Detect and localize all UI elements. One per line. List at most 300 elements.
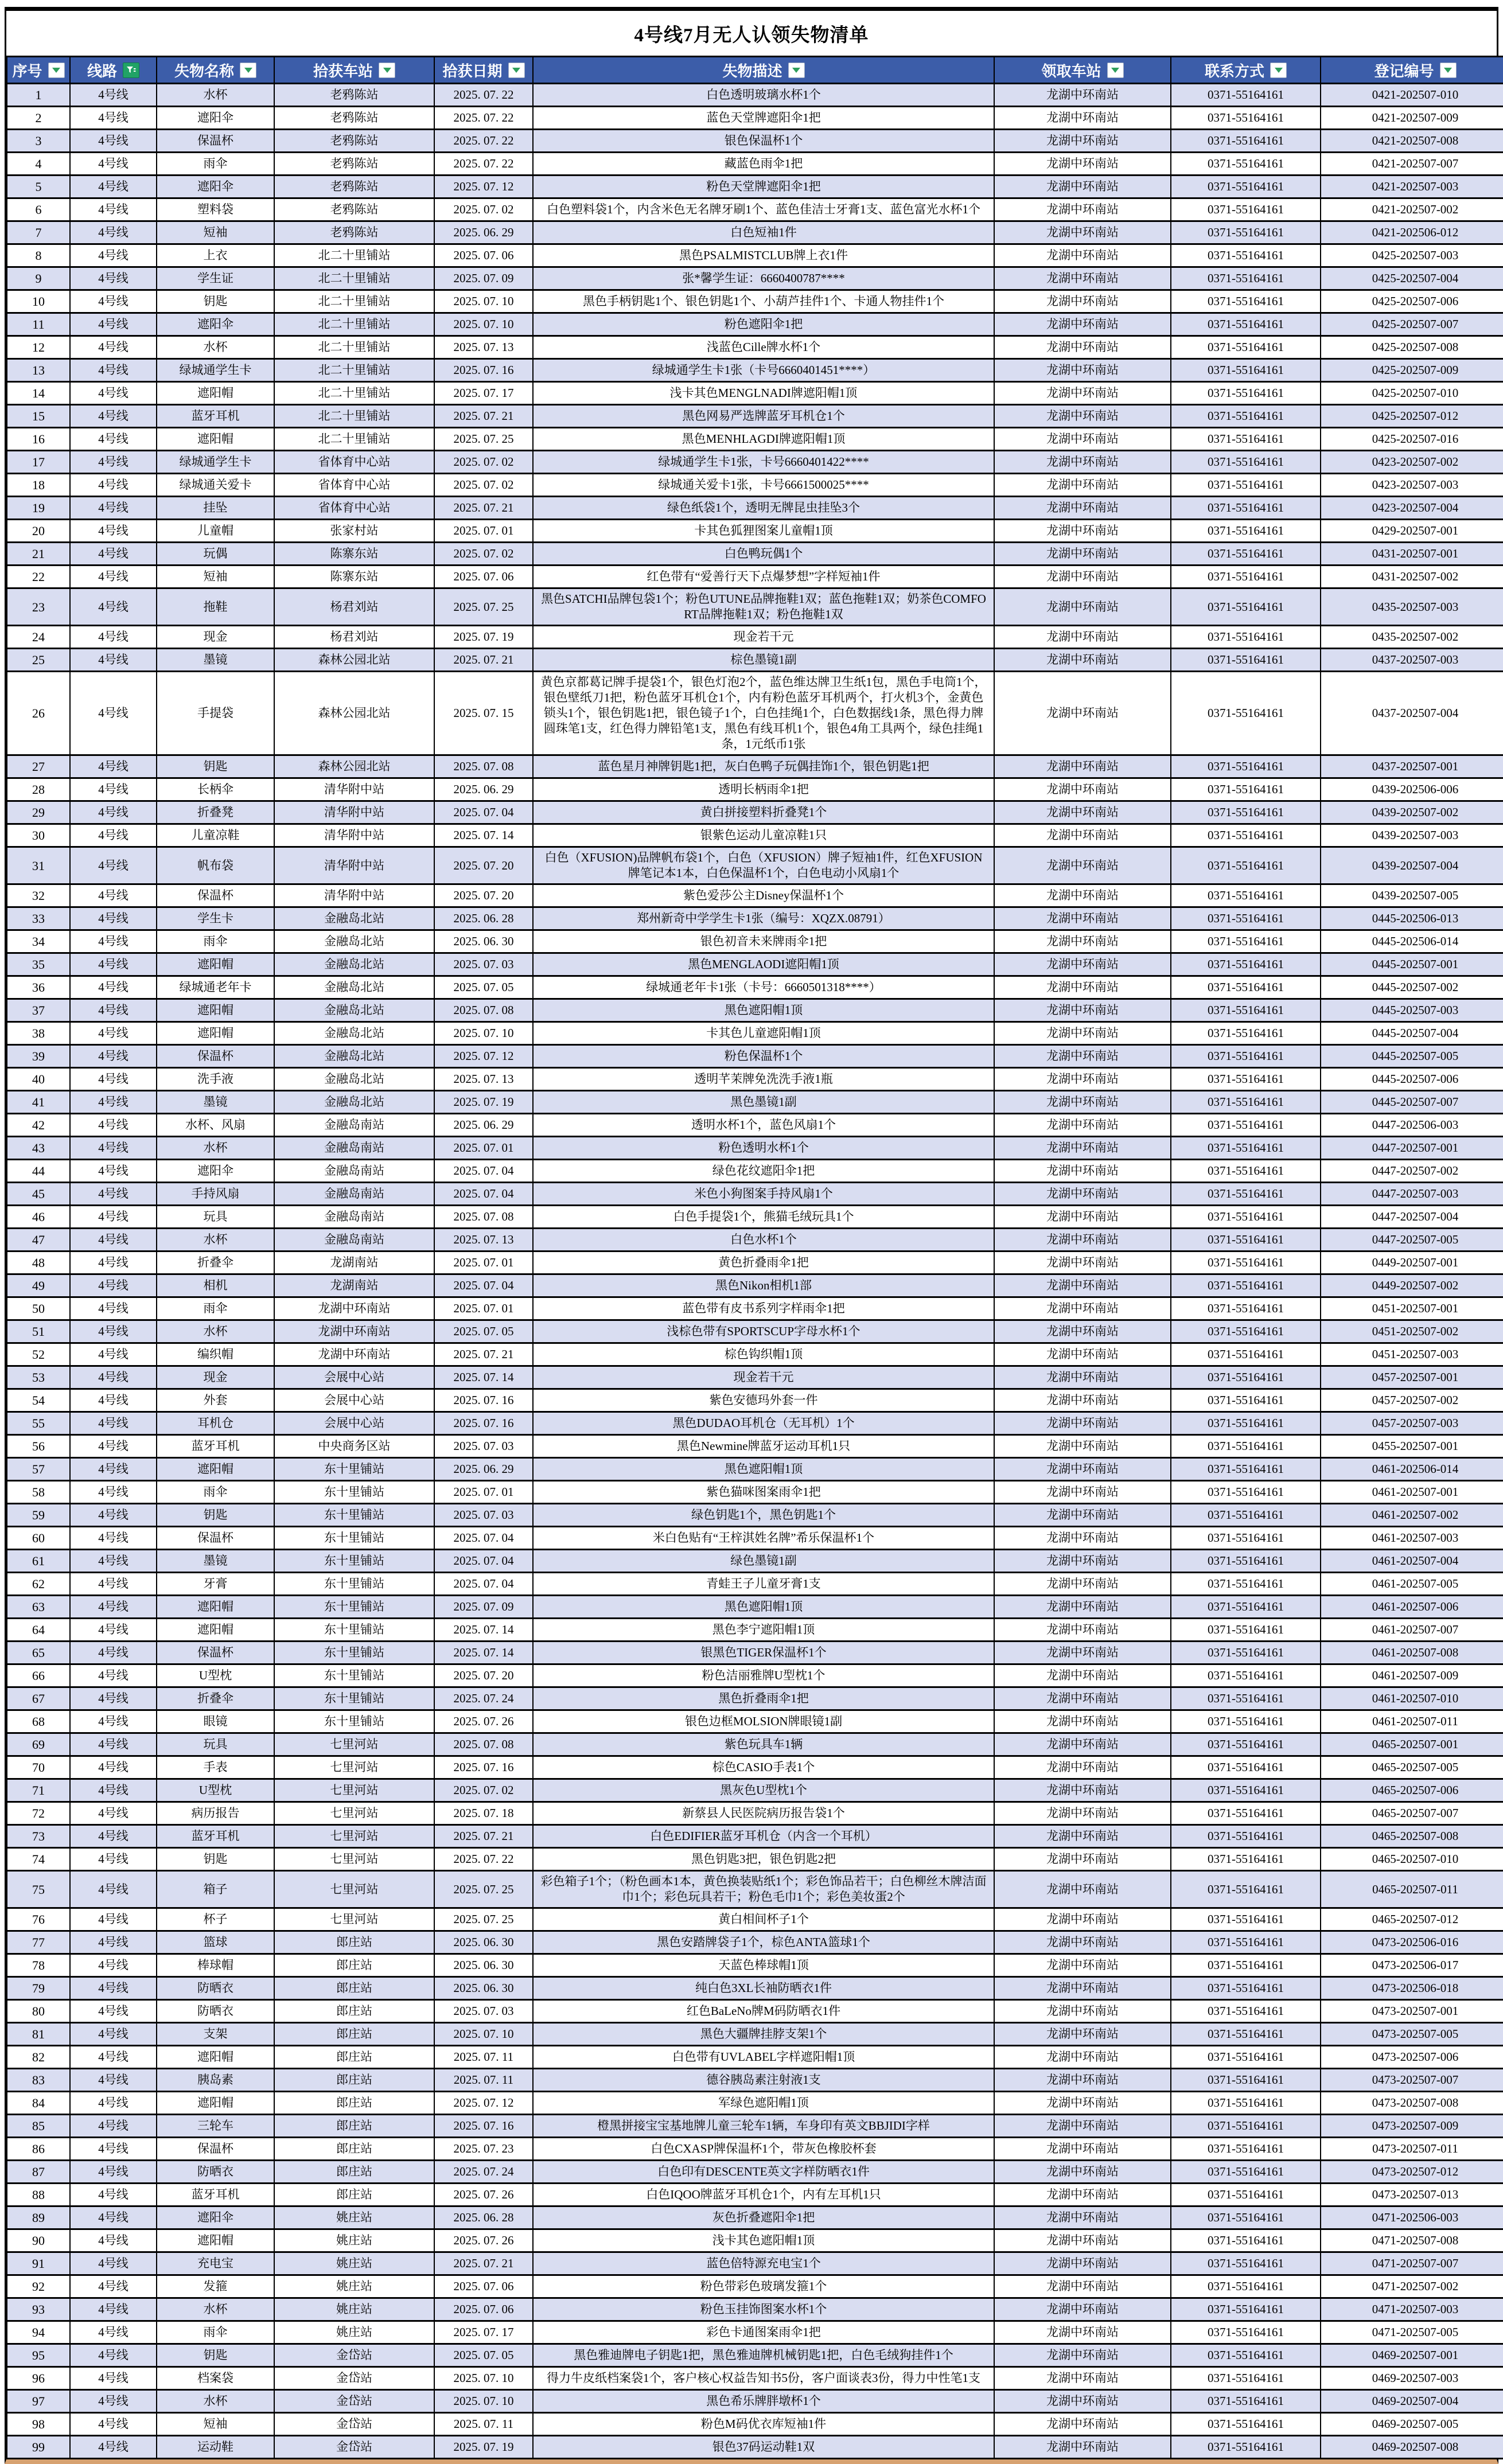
cell-reg-number[interactable]: 0423-202507-002 <box>1321 451 1503 474</box>
cell-contact[interactable]: 0371-55164161 <box>1171 1642 1321 1664</box>
cell-description[interactable]: 粉色遮阳伞1把 <box>533 313 994 336</box>
cell-pickup-station[interactable]: 北二十里铺站 <box>274 336 434 359</box>
cell-pickup-date[interactable]: 2025. 07. 22 <box>434 1848 533 1871</box>
cell-reg-number[interactable]: 0473-202507-013 <box>1321 2184 1503 2206</box>
cell-claim-station[interactable]: 龙湖中环南站 <box>994 428 1171 451</box>
cell-description[interactable]: 绿城通学生卡1张，卡号6660401422**** <box>533 451 994 474</box>
cell-pickup-station[interactable]: 北二十里铺站 <box>274 267 434 290</box>
cell-description[interactable]: 蓝色倍特源充电宝1个 <box>533 2252 994 2275</box>
cell-serial[interactable]: 92 <box>7 2275 70 2298</box>
cell-pickup-station[interactable]: 杨君刘站 <box>274 588 434 626</box>
cell-contact[interactable]: 0371-55164161 <box>1171 953 1321 976</box>
cell-item-name[interactable]: 发箍 <box>157 2275 274 2298</box>
cell-description[interactable]: 黑色网易严选牌蓝牙耳机仓1个 <box>533 405 994 428</box>
cell-item-name[interactable]: 蓝牙耳机 <box>157 2184 274 2206</box>
cell-contact[interactable]: 0371-55164161 <box>1171 755 1321 778</box>
cell-contact[interactable]: 0371-55164161 <box>1171 1137 1321 1160</box>
cell-pickup-station[interactable]: 北二十里铺站 <box>274 382 434 405</box>
cell-serial[interactable]: 47 <box>7 1229 70 1252</box>
cell-claim-station[interactable]: 龙湖中环南站 <box>994 1954 1171 1977</box>
cell-contact[interactable]: 0371-55164161 <box>1171 1756 1321 1779</box>
cell-contact[interactable]: 0371-55164161 <box>1171 2298 1321 2321</box>
cell-pickup-date[interactable]: 2025. 07. 01 <box>434 1481 533 1504</box>
cell-item-name[interactable]: 帆布袋 <box>157 847 274 884</box>
cell-contact[interactable]: 0371-55164161 <box>1171 2436 1321 2459</box>
cell-pickup-date[interactable]: 2025. 06. 28 <box>434 2206 533 2229</box>
cell-description[interactable]: 浅卡其色MENGLNADI牌遮阳帽1顶 <box>533 382 994 405</box>
cell-pickup-date[interactable]: 2025. 06. 30 <box>434 1977 533 2000</box>
cell-item-name[interactable]: 遮阳帽 <box>157 2092 274 2115</box>
cell-item-name[interactable]: 墨镜 <box>157 1550 274 1573</box>
cell-serial[interactable]: 63 <box>7 1596 70 1619</box>
cell-pickup-date[interactable]: 2025. 07. 16 <box>434 1412 533 1435</box>
cell-claim-station[interactable]: 龙湖中环南站 <box>994 1825 1171 1848</box>
cell-pickup-date[interactable]: 2025. 06. 30 <box>434 1931 533 1954</box>
cell-pickup-date[interactable]: 2025. 07. 08 <box>434 1206 533 1229</box>
cell-reg-number[interactable]: 0473-202507-009 <box>1321 2115 1503 2138</box>
cell-pickup-station[interactable]: 龙湖中环南站 <box>274 1297 434 1320</box>
cell-contact[interactable]: 0371-55164161 <box>1171 1619 1321 1642</box>
cell-item-name[interactable]: 洗手液 <box>157 1068 274 1091</box>
cell-contact[interactable]: 0371-55164161 <box>1171 497 1321 520</box>
cell-pickup-station[interactable]: 老鸦陈站 <box>274 176 434 198</box>
cell-serial[interactable]: 22 <box>7 566 70 588</box>
cell-claim-station[interactable]: 龙湖中环南站 <box>994 1320 1171 1343</box>
cell-item-name[interactable]: 遮阳帽 <box>157 1458 274 1481</box>
cell-serial[interactable]: 77 <box>7 1931 70 1954</box>
cell-claim-station[interactable]: 龙湖中环南站 <box>994 1435 1171 1458</box>
cell-serial[interactable]: 90 <box>7 2229 70 2252</box>
cell-claim-station[interactable]: 龙湖中环南站 <box>994 290 1171 313</box>
cell-claim-station[interactable]: 龙湖中环南站 <box>994 405 1171 428</box>
cell-claim-station[interactable]: 龙湖中环南站 <box>994 1412 1171 1435</box>
cell-claim-station[interactable]: 龙湖中环南站 <box>994 847 1171 884</box>
cell-pickup-station[interactable]: 郎庄站 <box>274 2046 434 2069</box>
cell-reg-number[interactable]: 0429-202507-001 <box>1321 520 1503 543</box>
cell-serial[interactable]: 71 <box>7 1779 70 1802</box>
cell-pickup-date[interactable]: 2025. 07. 03 <box>434 2000 533 2023</box>
cell-description[interactable]: 白色CXASP牌保温杯1个，带灰色橡胶杯套 <box>533 2138 994 2161</box>
cell-serial[interactable]: 17 <box>7 451 70 474</box>
cell-claim-station[interactable]: 龙湖中环南站 <box>994 1550 1171 1573</box>
cell-item-name[interactable]: 防晒衣 <box>157 1977 274 2000</box>
cell-pickup-date[interactable]: 2025. 07. 09 <box>434 267 533 290</box>
cell-reg-number[interactable]: 0469-202507-005 <box>1321 2413 1503 2436</box>
cell-contact[interactable]: 0371-55164161 <box>1171 382 1321 405</box>
cell-pickup-date[interactable]: 2025. 07. 03 <box>434 1504 533 1527</box>
cell-contact[interactable]: 0371-55164161 <box>1171 1848 1321 1871</box>
cell-reg-number[interactable]: 0465-202507-007 <box>1321 1802 1503 1825</box>
cell-claim-station[interactable]: 龙湖中环南站 <box>994 1642 1171 1664</box>
cell-pickup-station[interactable]: 金融岛北站 <box>274 930 434 953</box>
cell-pickup-date[interactable]: 2025. 06. 30 <box>434 930 533 953</box>
cell-line[interactable]: 4号线 <box>70 382 157 405</box>
cell-description[interactable]: 白色鸭玩偶1个 <box>533 543 994 566</box>
cell-claim-station[interactable]: 龙湖中环南站 <box>994 1343 1171 1366</box>
cell-reg-number[interactable]: 0425-202507-010 <box>1321 382 1503 405</box>
cell-pickup-date[interactable]: 2025. 07. 04 <box>434 1160 533 1183</box>
cell-claim-station[interactable]: 龙湖中环南站 <box>994 359 1171 382</box>
cell-serial[interactable]: 96 <box>7 2367 70 2390</box>
cell-item-name[interactable]: 眼镜 <box>157 1710 274 1733</box>
cell-contact[interactable]: 0371-55164161 <box>1171 2275 1321 2298</box>
cell-line[interactable]: 4号线 <box>70 1908 157 1931</box>
cell-claim-station[interactable]: 龙湖中环南站 <box>994 2184 1171 2206</box>
cell-contact[interactable]: 0371-55164161 <box>1171 1045 1321 1068</box>
cell-reg-number[interactable]: 0421-202507-003 <box>1321 176 1503 198</box>
cell-item-name[interactable]: 水杯 <box>157 2298 274 2321</box>
cell-line[interactable]: 4号线 <box>70 1596 157 1619</box>
cell-pickup-date[interactable]: 2025. 07. 13 <box>434 1229 533 1252</box>
cell-pickup-station[interactable]: 省体育中心站 <box>274 497 434 520</box>
cell-pickup-date[interactable]: 2025. 07. 05 <box>434 1320 533 1343</box>
cell-line[interactable]: 4号线 <box>70 1343 157 1366</box>
cell-line[interactable]: 4号线 <box>70 1389 157 1412</box>
cell-serial[interactable]: 21 <box>7 543 70 566</box>
cell-item-name[interactable]: 手持风扇 <box>157 1183 274 1206</box>
cell-claim-station[interactable]: 龙湖中环南站 <box>994 2436 1171 2459</box>
cell-pickup-station[interactable]: 七里河站 <box>274 1825 434 1848</box>
cell-line[interactable]: 4号线 <box>70 1412 157 1435</box>
cell-line[interactable]: 4号线 <box>70 847 157 884</box>
cell-claim-station[interactable]: 龙湖中环南站 <box>994 588 1171 626</box>
cell-item-name[interactable]: 遮阳帽 <box>157 1596 274 1619</box>
cell-contact[interactable]: 0371-55164161 <box>1171 1160 1321 1183</box>
cell-reg-number[interactable]: 0445-202507-001 <box>1321 953 1503 976</box>
cell-item-name[interactable]: 遮阳帽 <box>157 428 274 451</box>
cell-serial[interactable]: 14 <box>7 382 70 405</box>
cell-pickup-date[interactable]: 2025. 07. 08 <box>434 1733 533 1756</box>
cell-pickup-station[interactable]: 金融岛南站 <box>274 1183 434 1206</box>
cell-pickup-date[interactable]: 2025. 07. 21 <box>434 649 533 672</box>
cell-description[interactable]: 红色BaLeNo牌M码防晒衣1件 <box>533 2000 994 2023</box>
cell-contact[interactable]: 0371-55164161 <box>1171 1412 1321 1435</box>
cell-serial[interactable]: 45 <box>7 1183 70 1206</box>
cell-line[interactable]: 4号线 <box>70 198 157 221</box>
cell-claim-station[interactable]: 龙湖中环南站 <box>994 672 1171 755</box>
cell-claim-station[interactable]: 龙湖中环南站 <box>994 1664 1171 1687</box>
cell-line[interactable]: 4号线 <box>70 999 157 1022</box>
cell-contact[interactable]: 0371-55164161 <box>1171 778 1321 801</box>
cell-line[interactable]: 4号线 <box>70 755 157 778</box>
cell-pickup-station[interactable]: 东十里铺站 <box>274 1481 434 1504</box>
cell-pickup-date[interactable]: 2025. 07. 14 <box>434 1366 533 1389</box>
cell-pickup-station[interactable]: 金岱站 <box>274 2367 434 2390</box>
cell-reg-number[interactable]: 0451-202507-002 <box>1321 1320 1503 1343</box>
cell-claim-station[interactable]: 龙湖中环南站 <box>994 824 1171 847</box>
cell-contact[interactable]: 0371-55164161 <box>1171 930 1321 953</box>
cell-serial[interactable]: 69 <box>7 1733 70 1756</box>
cell-pickup-date[interactable]: 2025. 07. 13 <box>434 336 533 359</box>
cell-item-name[interactable]: 钥匙 <box>157 755 274 778</box>
cell-line[interactable]: 4号线 <box>70 1871 157 1908</box>
cell-item-name[interactable]: 短袖 <box>157 566 274 588</box>
cell-serial[interactable]: 54 <box>7 1389 70 1412</box>
cell-line[interactable]: 4号线 <box>70 2229 157 2252</box>
cell-pickup-station[interactable]: 老鸦陈站 <box>274 107 434 130</box>
cell-serial[interactable]: 38 <box>7 1022 70 1045</box>
cell-pickup-date[interactable]: 2025. 07. 02 <box>434 1779 533 1802</box>
cell-description[interactable]: 绿城通老年卡1张（卡号：6660501318****） <box>533 976 994 999</box>
cell-reg-number[interactable]: 0439-202507-005 <box>1321 884 1503 907</box>
cell-contact[interactable]: 0371-55164161 <box>1171 1435 1321 1458</box>
cell-item-name[interactable]: 绿城通关爱卡 <box>157 474 274 497</box>
cell-description[interactable]: 黑色大疆牌挂脖支架1个 <box>533 2023 994 2046</box>
cell-claim-station[interactable]: 龙湖中环南站 <box>994 1733 1171 1756</box>
cell-pickup-station[interactable]: 北二十里铺站 <box>274 405 434 428</box>
cell-pickup-station[interactable]: 东十里铺站 <box>274 1664 434 1687</box>
filter-dropdown-icon[interactable] <box>1440 63 1457 78</box>
cell-item-name[interactable]: 遮阳帽 <box>157 382 274 405</box>
cell-pickup-date[interactable]: 2025. 07. 19 <box>434 1091 533 1114</box>
cell-pickup-station[interactable]: 龙湖中环南站 <box>274 1320 434 1343</box>
cell-item-name[interactable]: 短袖 <box>157 221 274 244</box>
cell-pickup-station[interactable]: 东十里铺站 <box>274 1619 434 1642</box>
cell-pickup-date[interactable]: 2025. 07. 04 <box>434 1550 533 1573</box>
cell-pickup-date[interactable]: 2025. 07. 22 <box>434 107 533 130</box>
cell-description[interactable]: 彩色卡通图案雨伞1把 <box>533 2321 994 2344</box>
cell-pickup-station[interactable]: 老鸦陈站 <box>274 130 434 153</box>
cell-line[interactable]: 4号线 <box>70 884 157 907</box>
cell-pickup-station[interactable]: 姚庄站 <box>274 2298 434 2321</box>
cell-pickup-station[interactable]: 北二十里铺站 <box>274 359 434 382</box>
cell-line[interactable]: 4号线 <box>70 221 157 244</box>
cell-pickup-station[interactable]: 东十里铺站 <box>274 1504 434 1527</box>
cell-pickup-station[interactable]: 郎庄站 <box>274 2115 434 2138</box>
cell-contact[interactable]: 0371-55164161 <box>1171 2023 1321 2046</box>
cell-reg-number[interactable]: 0431-202507-001 <box>1321 543 1503 566</box>
cell-description[interactable]: 蓝色带有皮书系列字样雨伞1把 <box>533 1297 994 1320</box>
cell-line[interactable]: 4号线 <box>70 313 157 336</box>
filter-dropdown-icon[interactable] <box>240 63 256 78</box>
cell-item-name[interactable]: 绿城通老年卡 <box>157 976 274 999</box>
cell-description[interactable]: 粉色透明水杯1个 <box>533 1137 994 1160</box>
cell-reg-number[interactable]: 0445-202507-007 <box>1321 1091 1503 1114</box>
cell-reg-number[interactable]: 0473-202506-016 <box>1321 1931 1503 1954</box>
cell-description[interactable]: 黑灰色U型枕1个 <box>533 1779 994 1802</box>
cell-item-name[interactable]: 水杯 <box>157 1137 274 1160</box>
cell-pickup-date[interactable]: 2025. 07. 04 <box>434 1183 533 1206</box>
cell-claim-station[interactable]: 龙湖中环南站 <box>994 1458 1171 1481</box>
cell-reg-number[interactable]: 0465-202507-006 <box>1321 1779 1503 1802</box>
cell-pickup-date[interactable]: 2025. 07. 10 <box>434 313 533 336</box>
cell-reg-number[interactable]: 0425-202507-012 <box>1321 405 1503 428</box>
cell-contact[interactable]: 0371-55164161 <box>1171 1504 1321 1527</box>
cell-description[interactable]: 透明芊茉牌免洗洗手液1瓶 <box>533 1068 994 1091</box>
cell-serial[interactable]: 55 <box>7 1412 70 1435</box>
cell-item-name[interactable]: 雨伞 <box>157 1297 274 1320</box>
cell-description[interactable]: 米白色贴有“王梓淇姓名牌”希乐保温杯1个 <box>533 1527 994 1550</box>
cell-pickup-station[interactable]: 金融岛北站 <box>274 1068 434 1091</box>
cell-contact[interactable]: 0371-55164161 <box>1171 2367 1321 2390</box>
cell-line[interactable]: 4号线 <box>70 649 157 672</box>
cell-serial[interactable]: 82 <box>7 2046 70 2069</box>
cell-description[interactable]: 浅棕色带有SPORTSCUP字母水杯1个 <box>533 1320 994 1343</box>
cell-pickup-date[interactable]: 2025. 07. 14 <box>434 1642 533 1664</box>
cell-line[interactable]: 4号线 <box>70 267 157 290</box>
cell-claim-station[interactable]: 龙湖中环南站 <box>994 2321 1171 2344</box>
cell-pickup-station[interactable]: 中央商务区站 <box>274 1435 434 1458</box>
cell-claim-station[interactable]: 龙湖中环南站 <box>994 497 1171 520</box>
cell-description[interactable]: 绿色纸袋1个，透明无牌昆虫挂坠3个 <box>533 497 994 520</box>
cell-pickup-station[interactable]: 张家村站 <box>274 520 434 543</box>
cell-line[interactable]: 4号线 <box>70 1137 157 1160</box>
cell-contact[interactable]: 0371-55164161 <box>1171 313 1321 336</box>
cell-claim-station[interactable]: 龙湖中环南站 <box>994 267 1171 290</box>
cell-item-name[interactable]: 拖鞋 <box>157 588 274 626</box>
cell-item-name[interactable]: 玩具 <box>157 1733 274 1756</box>
cell-contact[interactable]: 0371-55164161 <box>1171 907 1321 930</box>
cell-claim-station[interactable]: 龙湖中环南站 <box>994 1619 1171 1642</box>
cell-pickup-station[interactable]: 金融岛北站 <box>274 953 434 976</box>
cell-reg-number[interactable]: 0469-202507-001 <box>1321 2344 1503 2367</box>
cell-pickup-station[interactable]: 北二十里铺站 <box>274 428 434 451</box>
cell-description[interactable]: 银色边框MOLSION牌眼镜1副 <box>533 1710 994 1733</box>
cell-pickup-station[interactable]: 省体育中心站 <box>274 451 434 474</box>
cell-item-name[interactable]: 遮阳帽 <box>157 2046 274 2069</box>
cell-contact[interactable]: 0371-55164161 <box>1171 520 1321 543</box>
cell-claim-station[interactable]: 龙湖中环南站 <box>994 2069 1171 2092</box>
cell-claim-station[interactable]: 龙湖中环南站 <box>994 1229 1171 1252</box>
cell-pickup-station[interactable]: 金融岛南站 <box>274 1206 434 1229</box>
cell-pickup-station[interactable]: 姚庄站 <box>274 2321 434 2344</box>
cell-reg-number[interactable]: 0425-202507-009 <box>1321 359 1503 382</box>
cell-claim-station[interactable]: 龙湖中环南站 <box>994 2344 1171 2367</box>
cell-claim-station[interactable]: 龙湖中环南站 <box>994 1389 1171 1412</box>
cell-line[interactable]: 4号线 <box>70 1481 157 1504</box>
cell-line[interactable]: 4号线 <box>70 1619 157 1642</box>
cell-reg-number[interactable]: 0473-202507-008 <box>1321 2092 1503 2115</box>
cell-pickup-date[interactable]: 2025. 07. 01 <box>434 520 533 543</box>
cell-claim-station[interactable]: 龙湖中环南站 <box>994 2092 1171 2115</box>
cell-item-name[interactable]: 儿童帽 <box>157 520 274 543</box>
cell-reg-number[interactable]: 0461-202507-003 <box>1321 1527 1503 1550</box>
cell-item-name[interactable]: 棒球帽 <box>157 1954 274 1977</box>
cell-contact[interactable]: 0371-55164161 <box>1171 1068 1321 1091</box>
cell-reg-number[interactable]: 0449-202507-002 <box>1321 1274 1503 1297</box>
cell-pickup-station[interactable]: 七里河站 <box>274 1779 434 1802</box>
cell-description[interactable]: 白色带有UVLABEL字样遮阳帽1顶 <box>533 2046 994 2069</box>
cell-serial[interactable]: 93 <box>7 2298 70 2321</box>
cell-serial[interactable]: 61 <box>7 1550 70 1573</box>
cell-contact[interactable]: 0371-55164161 <box>1171 1389 1321 1412</box>
cell-item-name[interactable]: 遮阳伞 <box>157 176 274 198</box>
cell-serial[interactable]: 48 <box>7 1252 70 1274</box>
cell-claim-station[interactable]: 龙湖中环南站 <box>994 1366 1171 1389</box>
cell-claim-station[interactable]: 龙湖中环南站 <box>994 649 1171 672</box>
cell-pickup-station[interactable]: 七里河站 <box>274 1908 434 1931</box>
cell-contact[interactable]: 0371-55164161 <box>1171 336 1321 359</box>
cell-line[interactable]: 4号线 <box>70 1733 157 1756</box>
cell-claim-station[interactable]: 龙湖中环南站 <box>994 1687 1171 1710</box>
cell-pickup-station[interactable]: 陈寨东站 <box>274 543 434 566</box>
cell-description[interactable]: 橙黑拼接宝宝基地牌儿童三轮车1辆，车身印有英文BBJIDI字样 <box>533 2115 994 2138</box>
cell-line[interactable]: 4号线 <box>70 1756 157 1779</box>
cell-description[interactable]: 透明长柄雨伞1把 <box>533 778 994 801</box>
cell-reg-number[interactable]: 0469-202507-004 <box>1321 2390 1503 2413</box>
cell-serial[interactable]: 81 <box>7 2023 70 2046</box>
cell-item-name[interactable]: 保温杯 <box>157 130 274 153</box>
cell-line[interactable]: 4号线 <box>70 1091 157 1114</box>
cell-line[interactable]: 4号线 <box>70 107 157 130</box>
cell-item-name[interactable]: 雨伞 <box>157 930 274 953</box>
cell-pickup-station[interactable]: 东十里铺站 <box>274 1596 434 1619</box>
cell-line[interactable]: 4号线 <box>70 1183 157 1206</box>
cell-reg-number[interactable]: 0455-202507-001 <box>1321 1435 1503 1458</box>
cell-contact[interactable]: 0371-55164161 <box>1171 290 1321 313</box>
cell-reg-number[interactable]: 0425-202507-004 <box>1321 267 1503 290</box>
cell-description[interactable]: 卡其色儿童遮阳帽1顶 <box>533 1022 994 1045</box>
cell-pickup-date[interactable]: 2025. 07. 02 <box>434 198 533 221</box>
cell-contact[interactable]: 0371-55164161 <box>1171 2206 1321 2229</box>
cell-item-name[interactable]: 充电宝 <box>157 2252 274 2275</box>
cell-description[interactable]: 黑色MENGLAODI遮阳帽1顶 <box>533 953 994 976</box>
cell-pickup-date[interactable]: 2025. 07. 23 <box>434 2138 533 2161</box>
cell-serial[interactable]: 9 <box>7 267 70 290</box>
cell-pickup-station[interactable]: 金融岛南站 <box>274 1160 434 1183</box>
cell-item-name[interactable]: 墨镜 <box>157 649 274 672</box>
cell-claim-station[interactable]: 龙湖中环南站 <box>994 907 1171 930</box>
cell-serial[interactable]: 8 <box>7 244 70 267</box>
cell-pickup-station[interactable]: 郎庄站 <box>274 1954 434 1977</box>
cell-description[interactable]: 纯白色3XL长袖防晒衣1件 <box>533 1977 994 2000</box>
filter-active-funnel-icon[interactable] <box>123 63 139 78</box>
cell-line[interactable]: 4号线 <box>70 1710 157 1733</box>
cell-pickup-station[interactable]: 郎庄站 <box>274 2092 434 2115</box>
cell-claim-station[interactable]: 龙湖中环南站 <box>994 2206 1171 2229</box>
cell-description[interactable]: 天蓝色棒球帽1顶 <box>533 1954 994 1977</box>
cell-pickup-station[interactable]: 姚庄站 <box>274 2206 434 2229</box>
cell-description[interactable]: 黑色雅迪牌电子钥匙1把，黑色雅迪牌机械钥匙1把，白色毛绒狗挂件1个 <box>533 2344 994 2367</box>
cell-claim-station[interactable]: 龙湖中环南站 <box>994 1710 1171 1733</box>
cell-serial[interactable]: 12 <box>7 336 70 359</box>
cell-item-name[interactable]: 三轮车 <box>157 2115 274 2138</box>
cell-line[interactable]: 4号线 <box>70 1664 157 1687</box>
cell-pickup-station[interactable]: 郎庄站 <box>274 2138 434 2161</box>
cell-contact[interactable]: 0371-55164161 <box>1171 884 1321 907</box>
cell-pickup-date[interactable]: 2025. 07. 21 <box>434 405 533 428</box>
cell-contact[interactable]: 0371-55164161 <box>1171 1908 1321 1931</box>
cell-contact[interactable]: 0371-55164161 <box>1171 1664 1321 1687</box>
cell-item-name[interactable]: 现金 <box>157 1366 274 1389</box>
filter-dropdown-icon[interactable] <box>1107 63 1124 78</box>
cell-line[interactable]: 4号线 <box>70 2413 157 2436</box>
cell-pickup-station[interactable]: 郎庄站 <box>274 2000 434 2023</box>
cell-serial[interactable]: 15 <box>7 405 70 428</box>
cell-pickup-station[interactable]: 郎庄站 <box>274 2023 434 2046</box>
cell-pickup-date[interactable]: 2025. 07. 06 <box>434 2298 533 2321</box>
cell-claim-station[interactable]: 龙湖中环南站 <box>994 953 1171 976</box>
cell-serial[interactable]: 20 <box>7 520 70 543</box>
cell-serial[interactable]: 31 <box>7 847 70 884</box>
cell-item-name[interactable]: 蓝牙耳机 <box>157 1825 274 1848</box>
cell-item-name[interactable]: 折叠凳 <box>157 801 274 824</box>
cell-reg-number[interactable]: 0461-202507-001 <box>1321 1481 1503 1504</box>
cell-contact[interactable]: 0371-55164161 <box>1171 244 1321 267</box>
cell-pickup-date[interactable]: 2025. 07. 11 <box>434 2069 533 2092</box>
cell-contact[interactable]: 0371-55164161 <box>1171 1977 1321 2000</box>
cell-claim-station[interactable]: 龙湖中环南站 <box>994 1779 1171 1802</box>
cell-reg-number[interactable]: 0421-202507-007 <box>1321 153 1503 176</box>
cell-serial[interactable]: 64 <box>7 1619 70 1642</box>
cell-claim-station[interactable]: 龙湖中环南站 <box>994 198 1171 221</box>
cell-description[interactable]: 紫色爱莎公主Disney保温杯1个 <box>533 884 994 907</box>
cell-description[interactable]: 紫色安德玛外套一件 <box>533 1389 994 1412</box>
cell-pickup-station[interactable]: 龙湖南站 <box>274 1274 434 1297</box>
cell-serial[interactable]: 3 <box>7 130 70 153</box>
cell-line[interactable]: 4号线 <box>70 359 157 382</box>
cell-description[interactable]: 卡其色狐狸图案儿童帽1顶 <box>533 520 994 543</box>
